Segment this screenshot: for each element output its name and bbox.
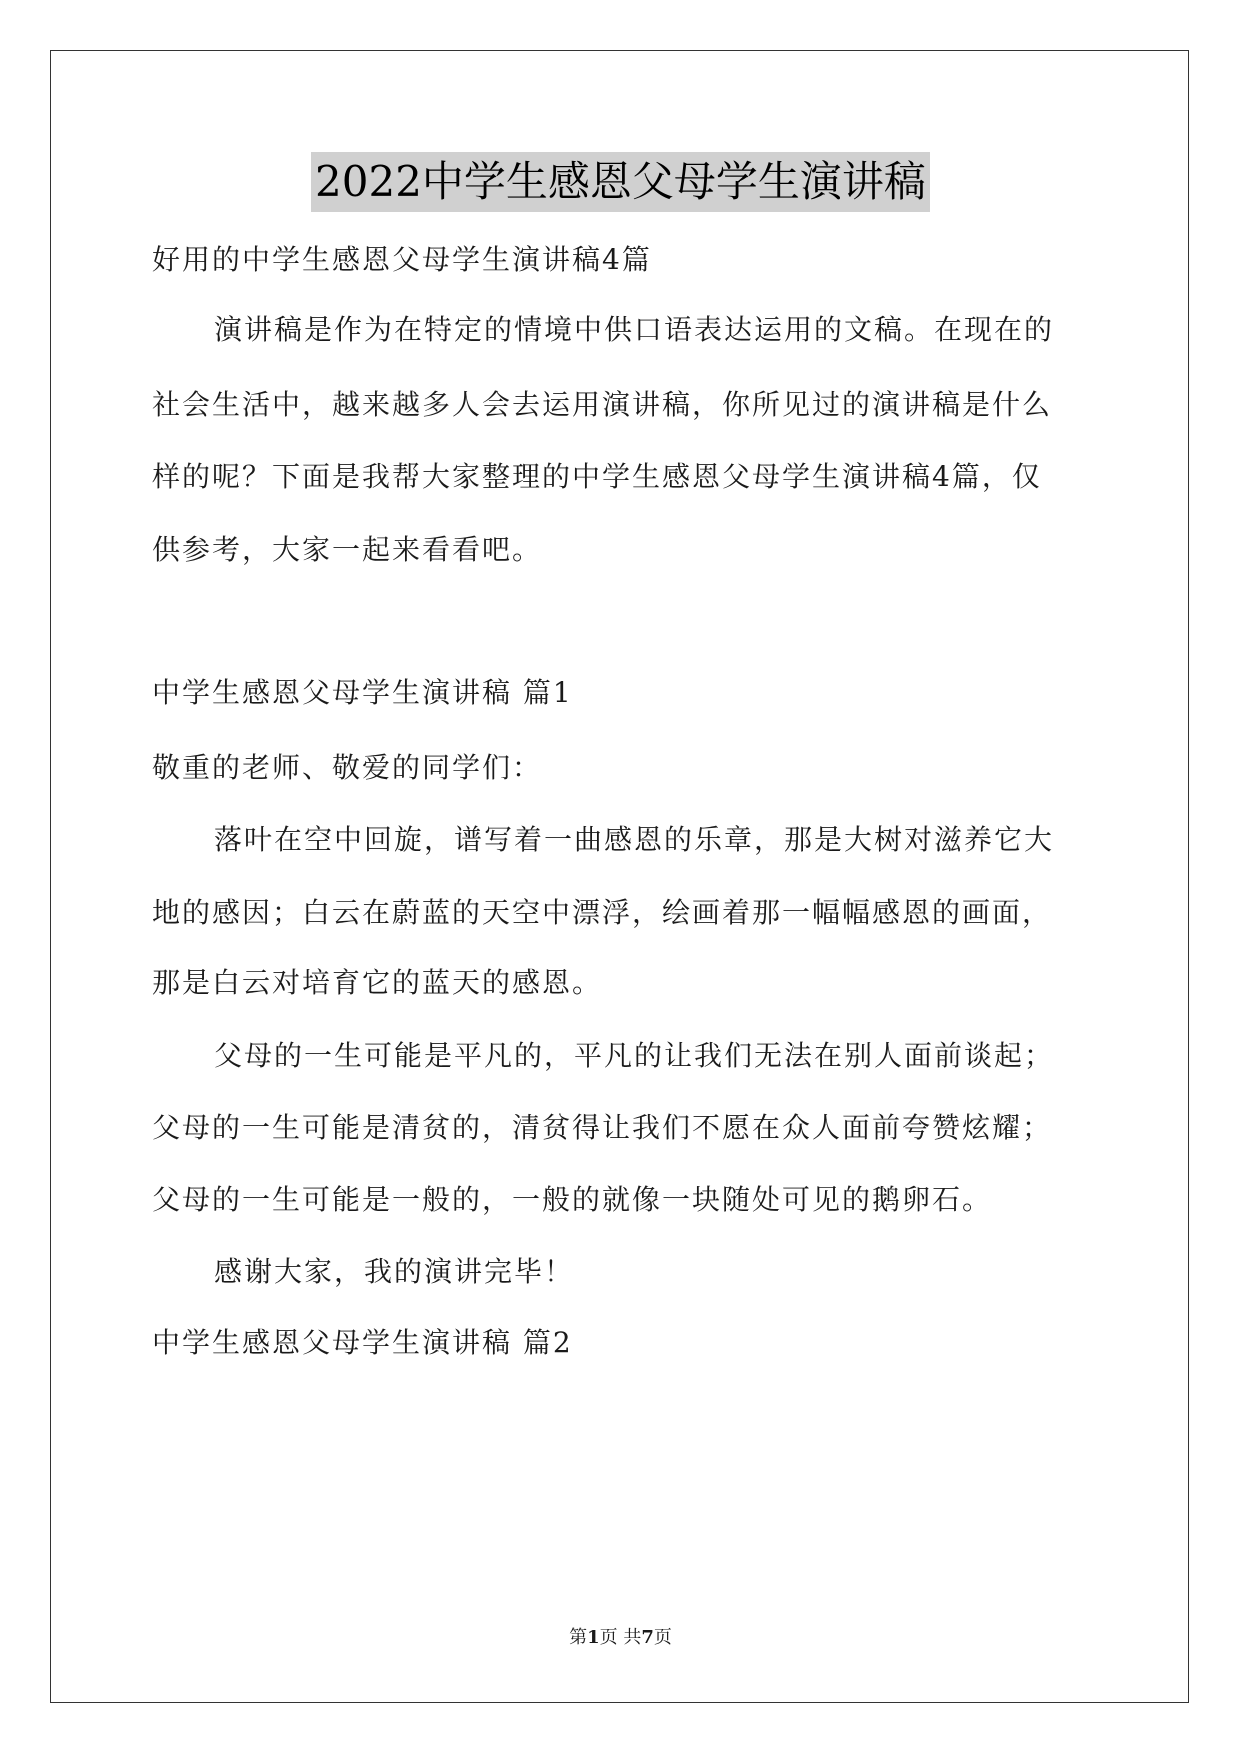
footer-page-number: 1	[587, 1627, 600, 1648]
title-wrap	[0, 152, 1241, 212]
paragraph-line: 演讲稿是作为在特定的情境中供口语表达运用的文稿。在现在的	[214, 313, 1055, 346]
paragraph-line: 父母的一生可能是平凡的，平凡的让我们无法在别人面前谈起；	[214, 1039, 1055, 1072]
paragraph-line: 那是白云对培育它的蓝天的感恩。	[152, 966, 603, 999]
footer-suffix: 页	[653, 1627, 672, 1648]
footer-prefix: 第	[569, 1627, 588, 1648]
page-border	[50, 50, 1189, 1703]
paragraph-line: 样的呢？下面是我帮大家整理的中学生感恩父母学生演讲稿4篇，仅	[152, 460, 1042, 493]
paragraph-line: 供参考，大家一起来看看吧。	[152, 533, 543, 566]
section-heading-1: 中学生感恩父母学生演讲稿 篇1	[152, 676, 573, 709]
footer-middle: 页 共	[599, 1627, 642, 1648]
paragraph-line: 社会生活中，越来越多人会去运用演讲稿，你所见过的演讲稿是什么	[152, 388, 1053, 421]
paragraph-line: 落叶在空中回旋，谱写着一曲感恩的乐章，那是大树对滋养它大	[214, 823, 1055, 856]
paragraph-line: 父母的一生可能是一般的，一般的就像一块随处可见的鹅卵石。	[152, 1183, 993, 1216]
footer-total-pages: 7	[641, 1627, 654, 1648]
paragraph-line: 地的感因；白云在蔚蓝的天空中漂浮，绘画着那一幅幅感恩的画面，	[152, 896, 1053, 929]
document-title: 2022中学生感恩父母学生演讲稿	[311, 152, 930, 212]
page-footer	[0, 1625, 1241, 1651]
paragraph-line: 父母的一生可能是清贫的，清贫得让我们不愿在众人面前夸赞炫耀；	[152, 1111, 1053, 1144]
subtitle-line: 好用的中学生感恩父母学生演讲稿4篇	[152, 243, 652, 276]
salutation-line: 敬重的老师、敬爱的同学们：	[152, 751, 543, 784]
closing-line: 感谢大家，我的演讲完毕！	[214, 1255, 575, 1288]
section-heading-2: 中学生感恩父母学生演讲稿 篇2	[152, 1326, 573, 1359]
